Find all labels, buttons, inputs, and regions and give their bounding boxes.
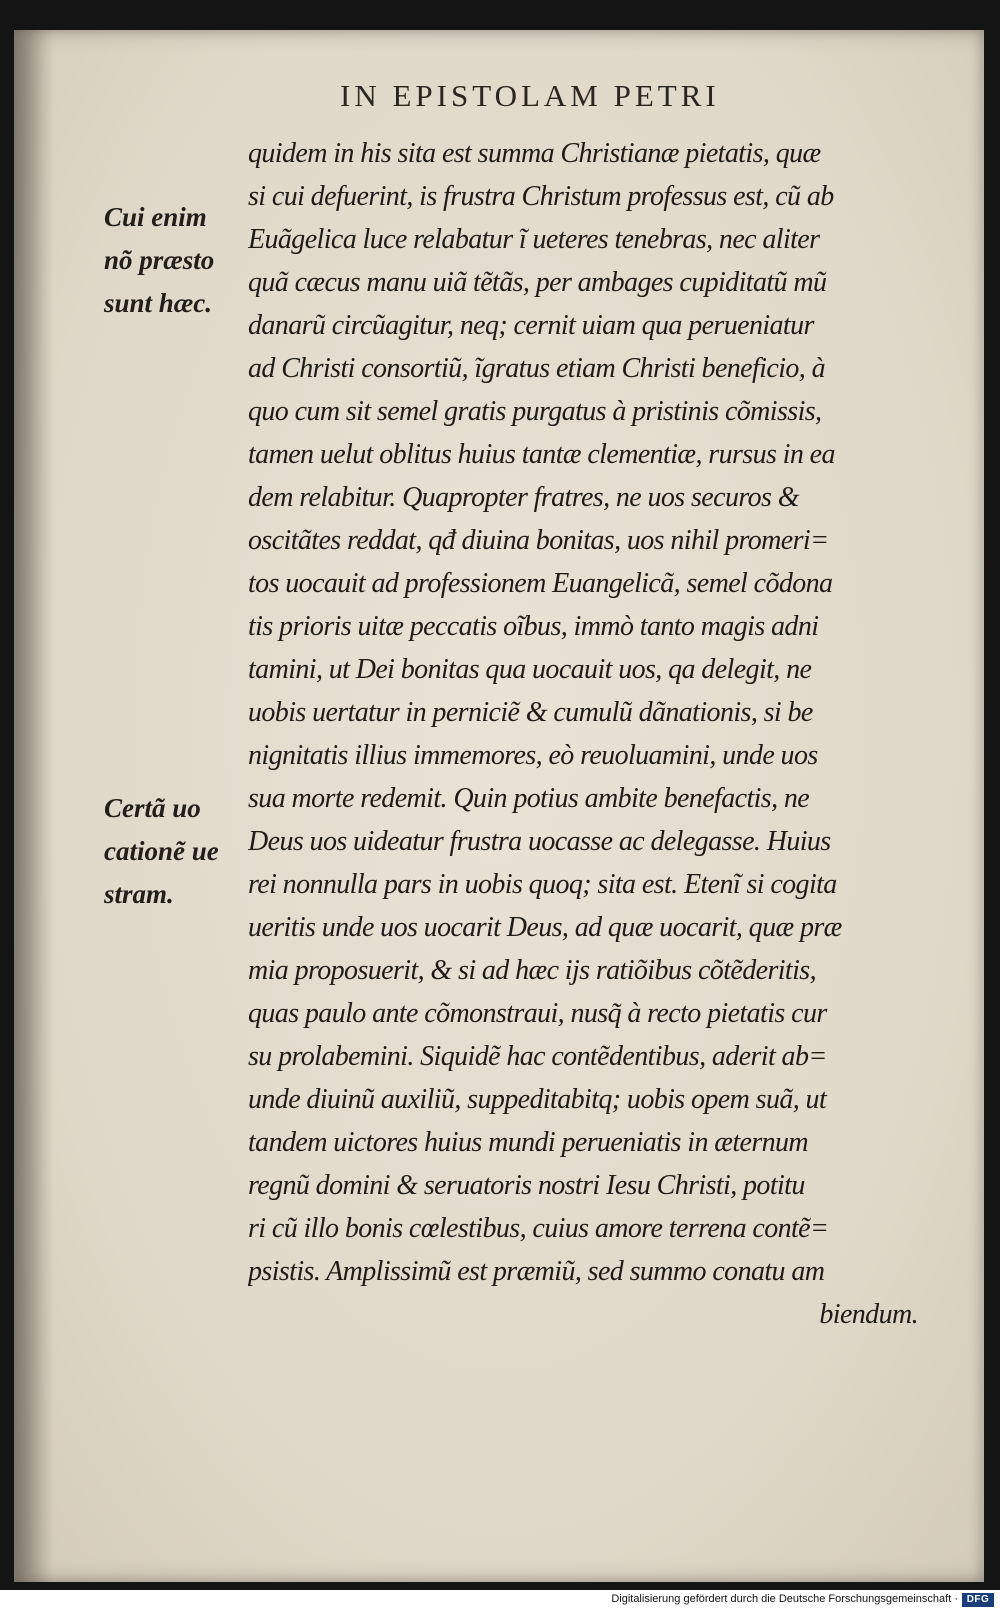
text-line: mia proposuerit, & si ad hæc ijs ratiõibus cõtẽderitis,	[248, 955, 816, 986]
text-line: su prolabemini. Siquidẽ hac contẽdentibus, aderit ab=	[248, 1041, 827, 1072]
text-line: dem relabitur. Quapropter fratres, ne uos securos &	[248, 482, 799, 513]
margin-note-line: stram.	[104, 879, 174, 909]
text-line: oscitãtes reddat, qđ diuina bonitas, uos nihil promeri=	[248, 525, 829, 556]
text-line: si cui defuerint, is frustra Christum professus est, cũ ab	[248, 181, 834, 212]
text-line: quo cum sit semel gratis purgatus à pristinis cõmissis,	[248, 396, 822, 427]
catchword-line: biendum.	[819, 1299, 918, 1330]
body-text	[248, 132, 948, 1336]
running-head: IN EPISTOLAM PETRI	[340, 78, 720, 113]
text-line: tandem uictores huius mundi perueniatis in æternum	[248, 1127, 809, 1158]
text-line: quã cæcus manu uiã tẽtãs, per ambages cupiditatũ mũ	[248, 267, 827, 298]
text-line: ueritis unde uos uocarit Deus, ad quæ uocarit, quæ præ	[248, 912, 842, 943]
dfg-logo-icon: DFG	[962, 1593, 994, 1607]
text-line: tamini, ut Dei bonitas qua uocauit uos, qa delegit, ne	[248, 654, 812, 685]
text-line: quidem in his sita est summa Christianæ pietatis, quæ	[248, 138, 821, 169]
digitization-footer	[0, 1590, 1000, 1611]
text-line: Deus uos uideatur frustra uocasse ac delegasse. Huius	[248, 826, 831, 857]
text-line: nignitatis illius immemores, eò reuoluamini, unde uos	[248, 740, 818, 771]
text-line: psistis. Amplissimũ est præmiũ, sed summo conatu am	[248, 1256, 825, 1287]
gutter-shadow	[14, 30, 54, 1582]
text-line: Euãgelica luce relabatur ĩ ueteres tenebras, nec aliter	[248, 224, 820, 255]
text-line: regnũ domini & seruatoris nostri Iesu Christi, potitu	[248, 1170, 805, 1201]
margin-note-line: Certã uo	[104, 793, 201, 823]
margin-note-1	[104, 196, 244, 325]
text-line: sua morte redemit. Quin potius ambite benefactis, ne	[248, 783, 810, 814]
margin-note-2	[104, 787, 244, 916]
text-line: tamen uelut oblitus huius tantæ clementiæ, rursus in ea	[248, 439, 835, 470]
text-line: ad Christi consortiũ, ĩgratus etiam Christi beneficio, à	[248, 353, 825, 384]
text-line: unde diuinũ auxiliũ, suppeditabitq; uobis opem suã, ut	[248, 1084, 827, 1115]
margin-note-line: cationẽ ue	[104, 836, 219, 866]
text-line: uobis uertatur in perniciẽ & cumulũ dãnationis, si be	[248, 697, 813, 728]
margin-note-line: Cui enim	[104, 202, 207, 232]
text-line: ri cũ illo bonis cœlestibus, cuius amore terrena contẽ=	[248, 1213, 829, 1244]
text-line: danarũ circũagitur, neq; cernit uiam qua perueniatur	[248, 310, 814, 341]
text-line: tis prioris uitæ peccatis oĩbus, immò tanto magis adni	[248, 611, 819, 642]
margin-note-line: sunt hæc.	[104, 288, 213, 318]
text-line: tos uocauit ad professionem Euangelicã, semel cõdona	[248, 568, 833, 599]
text-line: rei nonnulla pars in uobis quoq; sita est. Etenĩ si cogita	[248, 869, 837, 900]
text-line: quas paulo ante cõmonstraui, nusq̃ à recto pietatis cur	[248, 998, 827, 1029]
margin-note-line: nõ præsto	[104, 245, 215, 275]
footer-credit-text: Digitalisierung gefördert durch die Deutsche Forschungsgemeinschaft ·	[611, 1593, 958, 1605]
